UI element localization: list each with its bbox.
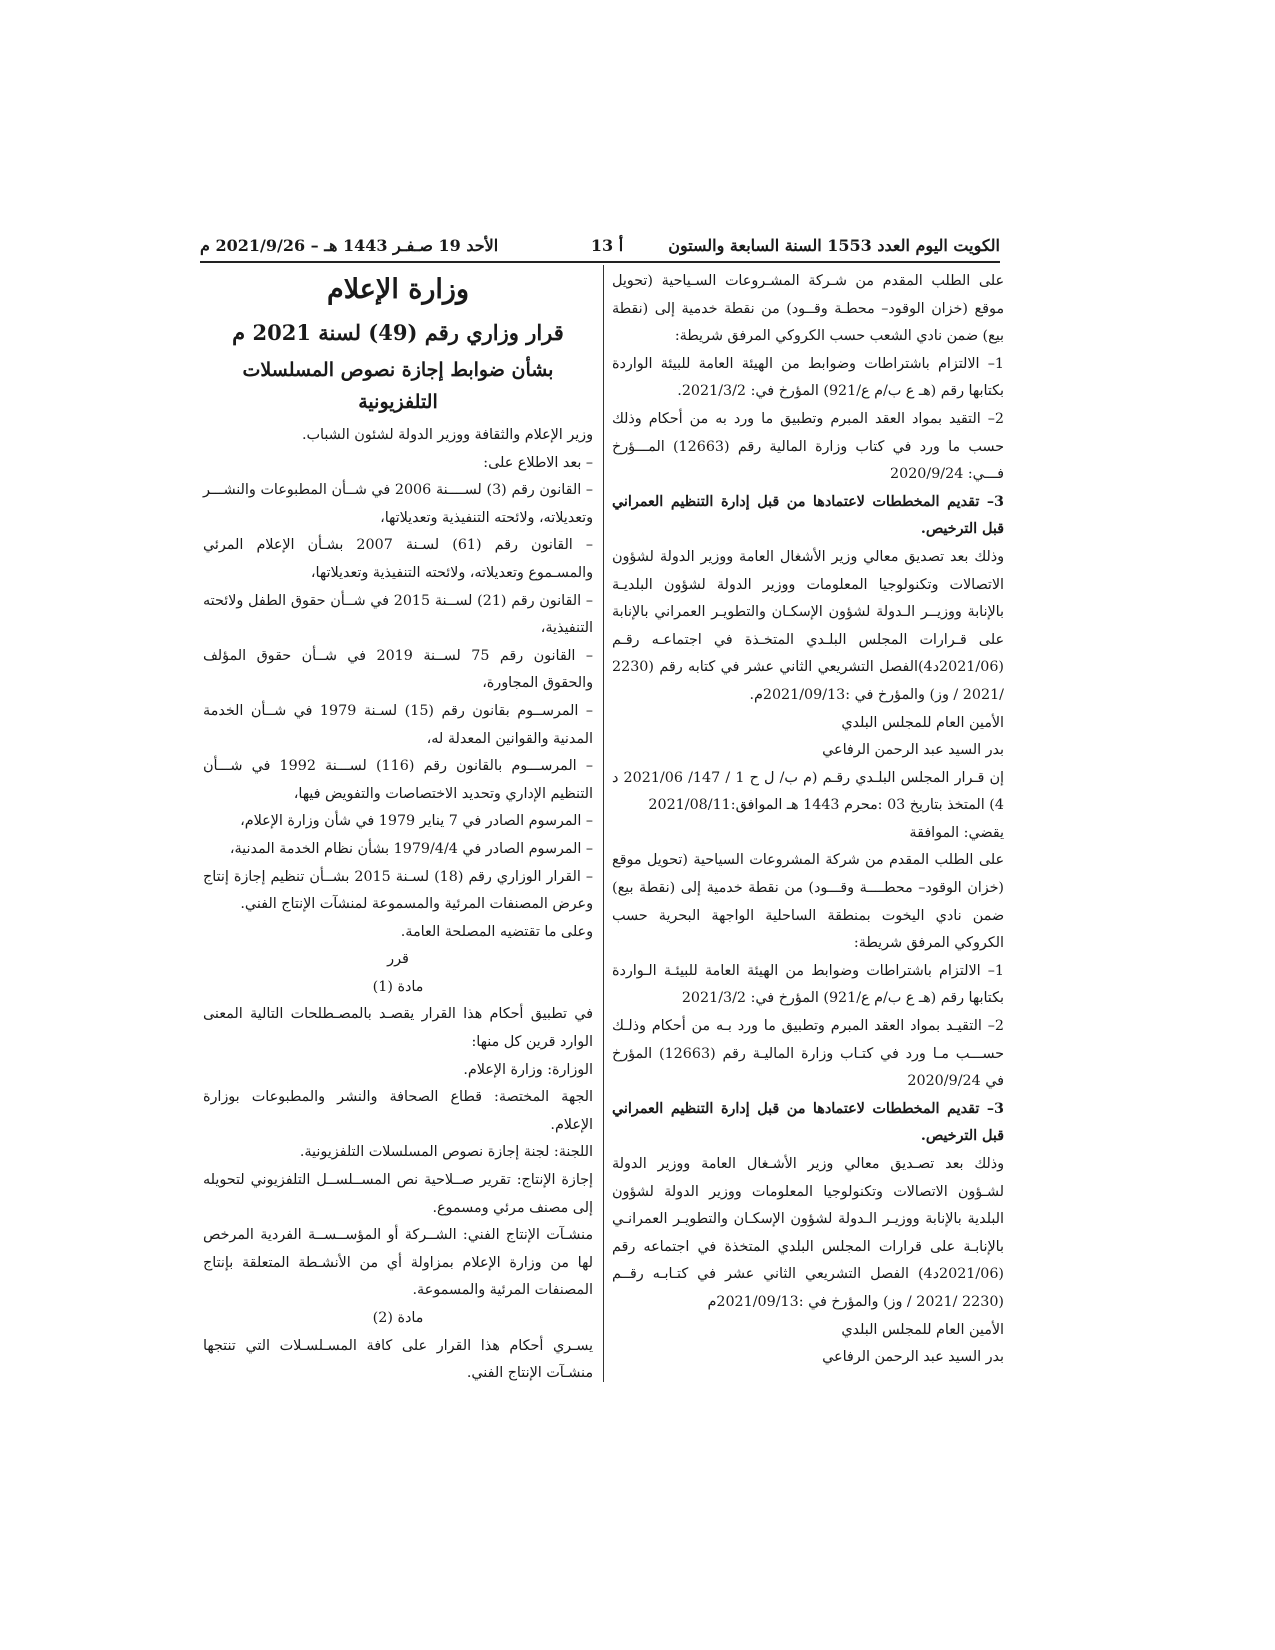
- condition-item: 2– التقيـد بمواد العقد المبرم وتطبيق ما ورد بـه من أحكام وذلـك حســـب مـا ورد في كتـاب وزارة الماليـة رقم (12663) المؤرخ في 2020/9/24: [612, 1018, 1004, 1090]
- reference-item: – المرســوم بقانون رقم (15) لسـنة 1979 في شــأن الخدمة المدنية والقوانين المعدلة له،: [203, 702, 593, 747]
- reference-item: – القانون رقم (21) لســنة 2015 في شــأن حقوق الطفل ولائحته التنفيذية،: [203, 592, 593, 637]
- page-number: أ 13: [590, 236, 624, 255]
- paragraph: على الطلب المقدم من شـركة المشـروعات السـياحية (تحويل موقع (خزان الوقود– محطـة وقــود) من نقطة خدمية إلى (نقطة بيع) ضمن نادي الشعب حسب الكروكي المرفق شريطة:: [612, 273, 1004, 345]
- signatory-name: بدر السيد عبد الرحمن الرفاعي: [822, 742, 1004, 759]
- definition-item: الوزارة: وزارة الإعلام.: [463, 1061, 593, 1078]
- paragraph: وعلى ما تقتضيه المصلحة العامة.: [400, 923, 593, 940]
- condition-item: 3– تقديم المخططات لاعتمادها من قبل إدارة التنظيم العمراني قبل الترخيص.: [612, 493, 1004, 538]
- signatory-name: بدر السيد عبد الرحمن الرفاعي: [822, 1349, 1004, 1366]
- condition-item: 2– التقيد بمواد العقد المبرم وتطبيق ما ورد به من أحكام وذلك حسب ما ورد في كتاب وزارة المالية رقم (12663) المـــؤرخ فـــي: 2020/9/24: [612, 410, 1004, 483]
- signatory-title: الأمين العام للمجلس البلدي: [841, 714, 1004, 731]
- paragraph: إن قـرار المجلس البلـدي رقـم (م ب/ ل ح 1 / 147/ 2021/06 د 4) المتخذ بتاريخ 03 :محرم 1443 هـ الموافق:2021/08/11: [612, 769, 1004, 814]
- page-header: [200, 236, 1000, 262]
- column-divider: [603, 265, 604, 1382]
- decree-subject: بشأن ضوابط إجازة نصوص المسلسلات التلفزيونية: [242, 359, 554, 413]
- signatory-title: الأمين العام للمجلس البلدي: [841, 1321, 1004, 1338]
- header-divider: [200, 261, 1000, 263]
- paragraph: يسـري أحكام هذا القرار على كافة المسـلسـلات التي تنتجها منشـآت الإنتاج الفني.: [203, 1337, 593, 1382]
- paragraph: في تطبيق أحكام هذا القرار يقصـد بالمصـطلحات التالية المعنى الوارد قرين كل منها:: [203, 1006, 593, 1051]
- paragraph: وذلك بعد تصديق معالي وزير الأشغال العامة ووزير الدولة لشؤون الاتصالات وتكنولوجيا المعلومات ووزير الدولة لشؤون البلديـة بالإنابة ووزيــر الـدولة لشؤون الإسكـان والتطويـر العمراني بالإنابة على قـرارات المجلس البلـدي المتخـذة في اجتماعـه رقـم (2021/06د4)الفصل التشريعي الثاني عشر في كتابه رقم (2230 /2021 / وز) والمؤرخ في :2021/09/13م.: [612, 548, 1004, 703]
- left-column: [203, 268, 593, 1388]
- reference-item: – المرسوم الصادر في 1979/4/4 بشأن نظام الخدمة المدنية،: [229, 840, 593, 857]
- right-column: [612, 268, 1004, 1372]
- condition-item: 3– تقديم المخططات لاعتمادها من قبل إدارة التنظيم العمراني قبل الترخيص.: [612, 1100, 1004, 1145]
- paragraph: على الطلب المقدم من شركة المشروعات السياحية (تحويل موقع (خزان الوقود– محطــــة وقـــود) من نقطة خدمية إلى (نقطة بيع) ضمن نادي اليخوت بمنطقة الساحلية الواجهة البحرية حسب الكروكي المرفق شريطة:: [612, 852, 1004, 952]
- decided-heading: قرر: [387, 951, 409, 968]
- article-heading: مادة (1): [372, 978, 424, 995]
- reference-item: – المرسوم الصادر في 7 يناير 1979 في شأن وزارة الإعلام،: [240, 813, 593, 830]
- definition-item: اللجنة: لجنة إجازة نصوص المسلسلات التلفزيونية.: [299, 1144, 593, 1161]
- condition-item: 1– الالتزام باشتراطات وضوابط من الهيئة العامة للبيئة الواردة بكتابها رقم (هـ ع ب/م ع/921) المؤرخ في: 2021/3/2.: [612, 355, 1004, 400]
- ministry-title: وزارة الإعلام: [326, 274, 469, 305]
- decree-title: قرار وزاري رقم (49) لسنة 2021 م: [232, 320, 564, 345]
- definition-item: منشـآت الإنتاج الفني: الشــركة أو المؤســســة الفردية المرخص لها من وزارة الإعلام بمزاولة أي من الأنشـطة المتعلقة بإنتاج المصنفات المرئية والمسموعة.: [203, 1227, 593, 1299]
- article-heading: مادة (2): [372, 1310, 424, 1326]
- paragraph: يقضي: الموافقة: [909, 824, 1004, 841]
- issue-info: الكويت اليوم العدد 1553 السنة السابعة والستون: [668, 236, 1000, 255]
- reference-item: – القانون رقم (3) لســــنة 2006 في شــأن المطبوعات والنشـــر وتعديلاته، ولائحته التنفيذية وتعديلاتها،: [203, 482, 594, 526]
- issue-date: الأحد 19 صـفـر 1443 هـ – 2021/9/26 م: [200, 236, 499, 255]
- reference-item: – القانون رقم 75 لســنة 2019 في شــأن حقوق المؤلف والحقوق المجاورة،: [203, 647, 593, 692]
- reference-item: – القرار الوزاري رقم (18) لسـنة 2015 بشــأن تنظيم إجازة إنتاج وعرض المصنفات المرئية والمسموعة لمنشآت الإنتاج الفني.: [203, 868, 593, 913]
- definition-item: إجازة الإنتاج: تقرير صــلاحية نص المســلســل التلفزيوني لتحويله إلى مصنف مرئي ومسموع.: [203, 1172, 593, 1216]
- reference-item: – القانون رقم (61) لسـنة 2007 بشـأن الإعلام المرئي والمسـموع وتعديلاته، ولائحته التنفيذية وتعديلاتها،: [203, 537, 593, 581]
- definition-item: الجهة المختصة: قطاع الصحافة والنشر والمطبوعات بوزارة الإعلام.: [203, 1089, 593, 1133]
- paragraph: وذلك بعد تصـديق معالي وزير الأشـغال العامة ووزير الدولة لشـؤون الاتصالات وتكنولوجيا المعلومات ووزير الدولة لشؤون البلدية بالإنابة ووزيـر الـدولة لشؤون الإسكـان والتطويـر العمرانـي بالإنابـة على قرارات المجلس البلدي المتخذة في اجتماعه رقم (2021/06د4) الفصل التشريعي الثاني عشر في كتـابـه رقــم (2230 /2021 / وز) والمؤرخ في :2021/09/13م: [612, 1156, 1004, 1310]
- paragraph: وزير الإعلام والثقافة ووزير الدولة لشئون الشباب.: [301, 427, 593, 443]
- reference-item: – المرســـوم بالقانون رقم (116) لســـنة 1992 في شـــأن التنظيم الإداري وتحديد الاختصاصات والتفويض فيها،: [203, 758, 593, 802]
- paragraph: – بعد الاطلاع على:: [483, 454, 593, 471]
- condition-item: 1– الالتزام باشتراطات وضوابط من الهيئة العامة للبيئـة الـواردة بكتابها رقم (هـ ع ب/م ع/921) المؤرخ في: 2021/3/2: [612, 962, 1004, 1007]
